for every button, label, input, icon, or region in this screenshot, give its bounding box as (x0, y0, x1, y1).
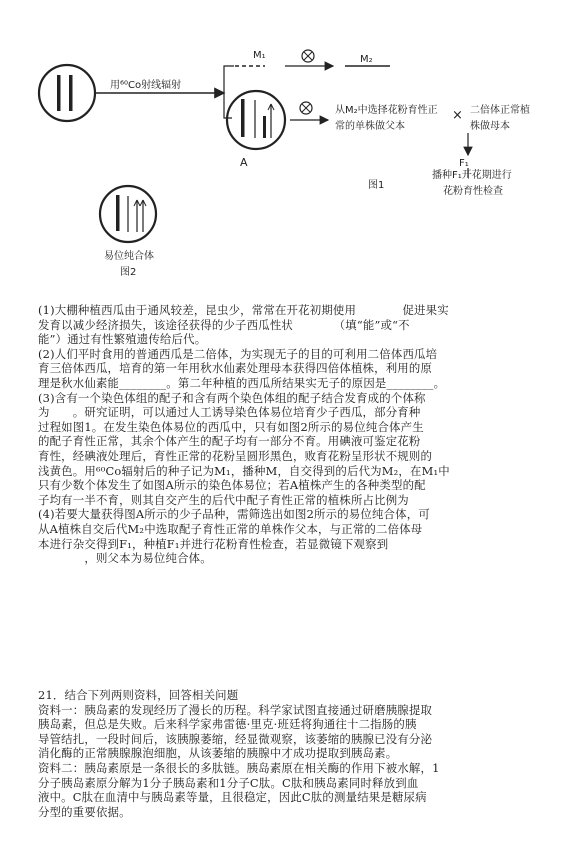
question-21-body (38, 688, 548, 819)
q-line: 子均有一半不育，则其自交产生的后代中配子育性正常的植株所占比例为 (38, 492, 409, 507)
parent-cell (39, 65, 95, 121)
figure-2-caption: 图2 (120, 267, 137, 278)
self-cross-symbol-icon-2 (300, 102, 312, 114)
q-line: 的配子育性正常，其余个体产生的配子均有一部分不育。用碘液可鉴定花粉 (38, 434, 421, 449)
q21-line: 胰岛素，但总是失败。后来科学家弗雷德·里克·班廷将狗通往十二指肠的胰 (38, 717, 417, 732)
q-line: 从A植株自交后代M₂中选取配子育性正常的单株作父本，与正常的二倍体母 (38, 521, 423, 536)
translocation-homozygote-cell (100, 186, 156, 242)
selection-label-2: 常的单株做父本 (335, 121, 405, 132)
q-line: 育性，经碘液处理后，育性正常的花粉呈圆形黑色，败育花粉呈形状不规则的 (38, 448, 433, 463)
plant-label-1: 播种F₁开花期进行 (432, 170, 512, 181)
q-line: (2)人们平时食用的普通西瓜是二倍体，为实现无子的目的可利用二倍体西瓜培 (38, 346, 438, 361)
q-line: ，则父本为易位纯合体。 (38, 551, 212, 566)
plant-a-label: A (240, 156, 248, 169)
q-line: 能”）通过有性繁殖遗传给后代。 (38, 332, 207, 347)
plant-a-cell (227, 91, 285, 149)
m2-label: M₂ (360, 54, 373, 65)
q21-line: 导管结扎，一段时间后，该胰腺萎缩，经显微观察，该萎缩的胰腺已没有分泌 (38, 731, 433, 746)
plant-label-2: 花粉育性检查 (443, 186, 503, 197)
q-line: (1)大棚种植西瓜由于通风较差，昆虫少，常常在开花初期使用 促进果实 (38, 303, 449, 317)
figure-1-caption: 图1 (368, 180, 385, 191)
m1-label: M₁ (253, 50, 266, 61)
irradiation-label: 用⁶⁰Co射线辐射 (110, 80, 182, 91)
q21-line: 资料二：胰岛素原是一条很长的多肽链。胰岛素原在相关酶的作用下被水解，1 (38, 760, 440, 775)
q21-line: 消化酶的正常胰腺腺泡细胞，从该萎缩的胰腺中才成功提取到胰岛素。 (38, 746, 398, 761)
q-line: 本进行杂交得到F₁，种植F₁并进行花粉育性检查，若显微镜下观察到 (38, 536, 389, 551)
q-line: (4)若要大量获得图A所示的少子品种，需筛选出如图2所示的易位纯合体，可 (38, 507, 430, 522)
q-line: 理是秋水仙素能________。第二年种植的西瓜所结果实无子的原因是________。 (38, 375, 446, 390)
q21-line: 分型的重要依据。 (38, 804, 131, 819)
homozygote-label: 易位纯合体 (104, 251, 154, 262)
q-line: 过程如图1。在发生染色体易位的西瓜中，只有如图2所示的易位纯合体产生 (38, 419, 424, 434)
q-line: 育三倍体西瓜，培育的第一年用秋水仙素处理母本获得四倍体植株，利用的原 (38, 361, 433, 376)
figure-1-2 (0, 0, 584, 290)
q21-line: 资料一：胰岛素的发现经历了漫长的历程。科学家试图直接通过研磨胰腺提取 (38, 702, 433, 717)
female-label-1: 二倍体正常植 (470, 105, 530, 116)
q21-line: 分子胰岛素原分解为1分子胰岛素和1分子C肽。C肽和胰岛素同时释放到血 (38, 775, 419, 790)
cross-symbol: × (452, 108, 463, 123)
female-label-2: 株做母本 (470, 121, 510, 132)
q-line: 为 。研究证明，可以通过人工诱导染色体易位培育少子西瓜，部分育种 (38, 405, 421, 420)
q-line: 浅黄色。用⁶⁰Co辐射后的种子记为M₁，播种M，自交得到的后代为M₂，在M₁中 (38, 463, 450, 478)
q21-line: 液中。C肽在血清中与胰岛素等量，且很稳定，因此C肽的测量结果是糖尿病 (38, 790, 427, 805)
q-line: 只有少数个体发生了如图A所示的染色体易位；若A植株产生的各种类型的配 (38, 478, 426, 493)
q-line: (3)含有一个染色体组的配子和含有两个染色体组的配子结合发育成的个体称 (38, 390, 426, 405)
q-line: 发育以减少经济损失，该途径获得的少子西瓜性状 （填“能”或“不 (38, 317, 410, 332)
q21-line: 21．结合下列两则资料，回答相关问题 (38, 688, 239, 702)
self-cross-symbol-icon (302, 50, 314, 62)
question-20-body (38, 303, 548, 566)
selection-label-1: 从M₂中选择花粉育性正 (335, 105, 438, 116)
f1-label: F₁ (459, 158, 469, 169)
